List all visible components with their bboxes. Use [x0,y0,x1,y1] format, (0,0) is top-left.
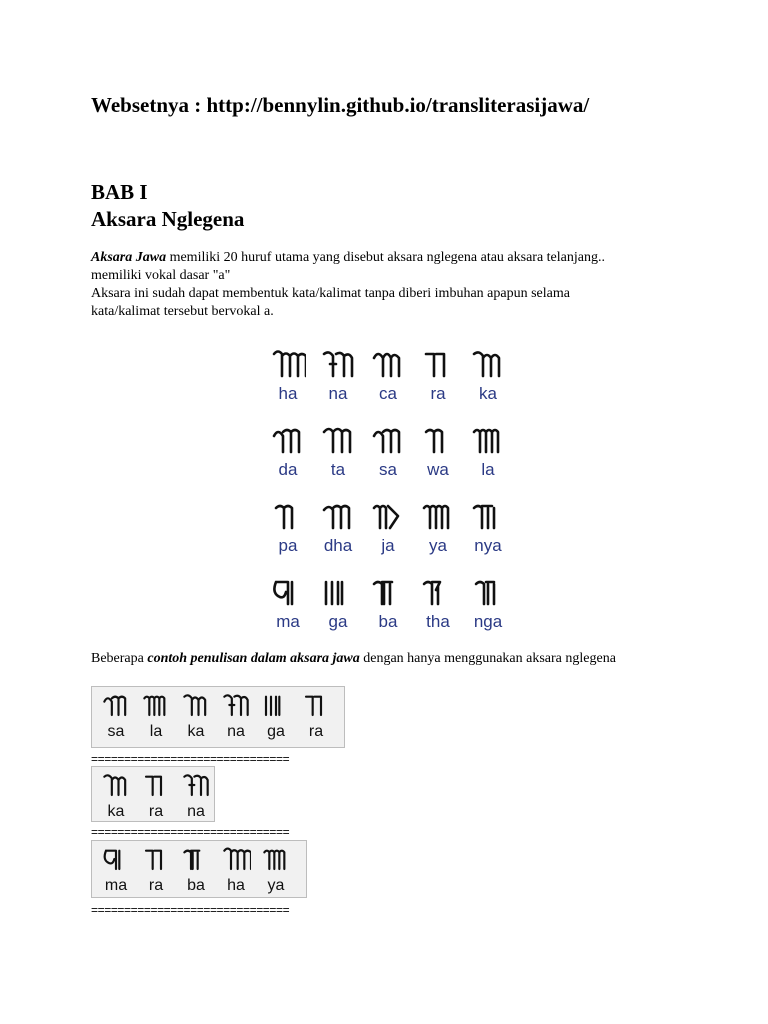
aksara-glyph-ka [96,771,136,801]
aksara-cell-ra [136,771,176,821]
aksara-cell-na [312,347,364,403]
aksara-glyph-nya [462,499,514,535]
aksara-latin-label: ra [308,723,324,740]
examples-intro-before: Beberapa [91,651,148,666]
aksara-latin-label: ma [276,612,300,631]
intro-line-2: memiliki vokal dasar "a" [91,268,231,283]
example-word-salakanagara [91,686,345,748]
website-line: Websetnya : http://bennylin.github.io/transliterasijawa/ [91,93,590,117]
aksara-glyph-ga [312,575,364,611]
aksara-latin-label: nya [474,536,502,555]
aksara-cell-ca [362,347,414,403]
aksara-glyph-pa [262,499,314,535]
aksara-glyph-na [176,771,216,801]
aksara-glyph-ya [256,845,296,875]
separator-line: ============================== [91,825,290,839]
aksara-row [262,575,510,651]
aksara-latin-label: ka [187,723,205,740]
examples-intro-after: dengan hanya menggunakan aksara nglegena [359,651,616,666]
aksara-glyph-ra [296,691,336,721]
aksara-cell-ra [296,691,336,741]
aksara-glyph-sa [362,423,414,459]
aksara-glyph-wa [412,423,464,459]
aksara-latin-label: nga [473,612,503,631]
aksara-latin-label: ga [267,723,285,740]
aksara-cell-ma [96,845,136,895]
aksara-glyph-ha [216,845,256,875]
separator-line: ============================== [91,903,290,917]
aksara-glyph-ja [362,499,414,535]
aksara-cell-nga [462,575,514,631]
aksara-latin-label: dha [323,536,353,555]
aksara-latin-label: ha [278,384,298,403]
aksara-cell-sa [96,691,136,741]
intro-line-1 [91,249,691,267]
aksara-cell-la [136,691,176,741]
aksara-cell-sa [362,423,414,479]
aksara-glyph-ba [362,575,414,611]
example-word-karana [91,766,215,822]
aksara-latin-label: ja [381,536,395,555]
aksara-glyph-ka [462,347,514,383]
aksara-cell-na [176,771,216,821]
aksara-cell-ya [256,845,296,895]
aksara-cell-la [462,423,514,479]
aksara-latin-label: sa [379,460,397,479]
aksara-glyph-la [462,423,514,459]
aksara-latin-label: wa [427,460,449,479]
aksara-cell-wa [412,423,464,479]
aksara-glyph-dha [312,499,364,535]
chapter-number: BAB I [91,180,148,204]
aksara-latin-label: na [187,803,205,820]
aksara-glyph-ya [412,499,464,535]
aksara-glyph-la [136,691,176,721]
aksara-cell-ba [176,845,216,895]
example-word-marabahaya [91,840,307,898]
aksara-cell-ya [412,499,464,555]
aksara-glyph-ta [312,423,364,459]
aksara-glyph-tha [412,575,464,611]
aksara-latin-label: ta [330,460,346,479]
aksara-cell-ga [312,575,364,631]
aksara-latin-label: ka [107,803,125,820]
aksara-cell-pa [262,499,314,555]
aksara-latin-label: ya [267,877,285,894]
intro-line-3: Aksara ini sudah dapat membentuk kata/kalimat tanpa diberi imbuhan apapun selama [91,286,570,301]
aksara-row [262,423,510,499]
aksara-glyph-ra [136,845,176,875]
aksara-glyph-da [262,423,314,459]
aksara-latin-label: ya [429,536,447,555]
aksara-cell-ka [176,691,216,741]
aksara-glyph-na [312,347,364,383]
aksara-cell-ba [362,575,414,631]
aksara-latin-label: ga [328,612,348,631]
aksara-latin-label: ka [479,384,497,403]
aksara-latin-label: na [328,384,348,403]
examples-intro [91,651,616,667]
aksara-latin-label: ha [227,877,245,894]
aksara-row [262,347,510,423]
aksara-latin-label: tha [426,612,450,631]
aksara-latin-label: ba [187,877,205,894]
aksara-cell-ha [262,347,314,403]
aksara-cell-da [262,423,314,479]
intro-line-4: kata/kalimat tersebut bervokal a. [91,304,274,319]
aksara-cell-nya [462,499,514,555]
chapter-heading [91,179,244,233]
aksara-latin-label: ra [430,384,446,403]
aksara-latin-label: la [149,723,163,740]
aksara-cell-ja [362,499,414,555]
intro-line-1-rest: memiliki 20 huruf utama yang disebut aksara nglegena atau aksara telanjang.. [166,250,605,265]
separator-line: ============================== [91,752,290,766]
aksara-cell-ra [412,347,464,403]
aksara-cell-ka [96,771,136,821]
aksara-glyph-sa [96,691,136,721]
aksara-latin-label: ra [148,803,164,820]
aksara-glyph-ka [176,691,216,721]
aksara-row [262,499,510,575]
aksara-glyph-ha [262,347,314,383]
aksara-latin-label: na [227,723,245,740]
aksara-cell-ta [312,423,364,479]
aksara-latin-label: la [481,460,495,479]
intro-lead-term: Aksara Jawa [91,250,167,265]
aksara-cell-ra [136,845,176,895]
aksara-cell-ha [216,845,256,895]
intro-paragraph [91,249,691,321]
aksara-latin-label: ma [104,877,128,894]
aksara-nglegena-table [262,347,510,651]
aksara-latin-label: pa [278,536,298,555]
aksara-glyph-ma [96,845,136,875]
aksara-cell-ka [462,347,514,403]
aksara-cell-dha [312,499,364,555]
aksara-glyph-ba [176,845,216,875]
aksara-latin-label: ra [148,877,164,894]
aksara-latin-label: ca [379,384,397,403]
chapter-title: Aksara Nglegena [91,207,245,231]
aksara-cell-ma [262,575,314,631]
aksara-glyph-ra [136,771,176,801]
aksara-glyph-ga [256,691,296,721]
aksara-glyph-ca [362,347,414,383]
aksara-cell-tha [412,575,464,631]
aksara-latin-label: sa [107,723,125,740]
examples-intro-emphasis: contoh penulisan dalam aksara jawa [147,651,360,666]
aksara-glyph-ma [262,575,314,611]
aksara-glyph-ra [412,347,464,383]
aksara-glyph-na [216,691,256,721]
aksara-latin-label: da [278,460,298,479]
aksara-cell-na [216,691,256,741]
aksara-latin-label: ba [378,612,398,631]
aksara-cell-ga [256,691,296,741]
aksara-glyph-nga [462,575,514,611]
